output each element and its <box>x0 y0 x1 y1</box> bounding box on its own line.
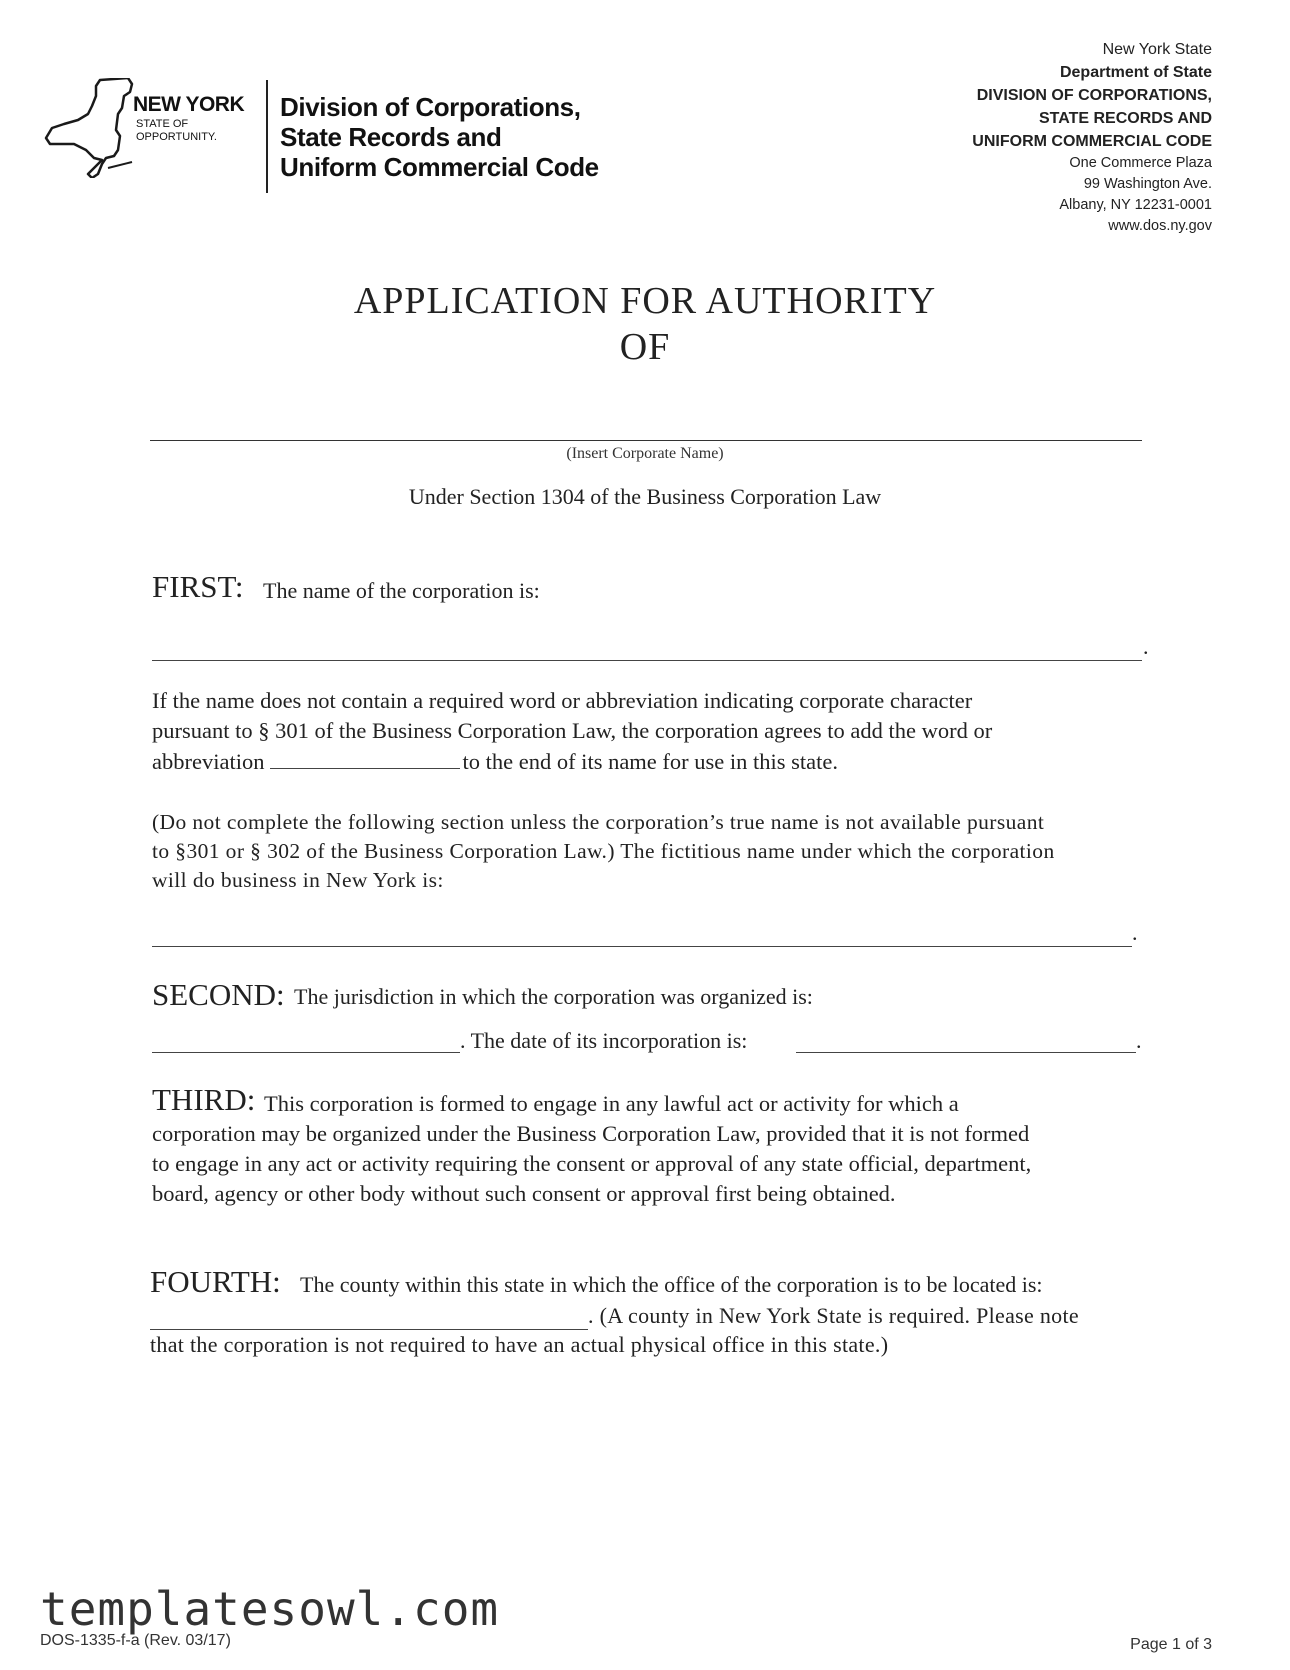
second-heading: SECOND: <box>152 977 285 1012</box>
under-section-text: Under Section 1304 of the Business Corporation Law <box>408 484 882 509</box>
page-number: Page 1 of 3 <box>1130 1636 1212 1653</box>
address-line-3: DIVISION OF CORPORATIONS, <box>976 87 1212 104</box>
division-line-1: Division of Corporations, <box>280 92 581 122</box>
corporate-name-hint: (Insert Corporate Name) <box>566 445 724 462</box>
first-paragraph-line-2: pursuant to § 301 of the Business Corporation Law, the corporation agrees to add the word or <box>152 718 993 743</box>
title-line-1: APPLICATION FOR AUTHORITY <box>353 280 937 322</box>
fourth-text: The county within this state in which the office of the corporation is to be located is: <box>300 1272 1043 1297</box>
third-line-1: This corporation is formed to engage in any lawful act or activity for which a <box>264 1091 959 1116</box>
division-line-2: State Records and <box>280 122 502 152</box>
fictitious-name-paragraph <box>152 808 1055 895</box>
third-paragraph <box>152 1089 1162 1209</box>
address-line-4: STATE RECORDS AND <box>1038 110 1212 127</box>
county-field[interactable] <box>150 1329 588 1330</box>
address-line-8: Albany, NY 12231-0001 <box>1059 197 1212 213</box>
fictitious-line-3: will do business in New York is: <box>152 868 444 892</box>
form-number: DOS-1335-f-a (Rev. 03/17) <box>40 1632 231 1649</box>
fourth-heading: FOURTH: <box>150 1264 281 1299</box>
logo-division-name <box>280 92 599 182</box>
first-paragraph-line-3: abbreviation to the end of its name for use in this state. <box>152 746 992 777</box>
third-line-3: to engage in any act or activity requiring the consent or approval of any state official, department, <box>152 1151 1032 1176</box>
logo-state-of: STATE OF <box>136 118 189 130</box>
department-address <box>972 38 1212 237</box>
logo-divider <box>266 80 268 193</box>
third-heading: THIRD: <box>152 1082 256 1117</box>
abbreviation-field[interactable] <box>270 746 460 769</box>
new-york-state-map-icon <box>44 78 134 178</box>
title-line-2: OF <box>619 326 671 368</box>
third-line-2: corporation may be organized under the Business Corporation Law, provided that it is not formed <box>152 1121 1030 1146</box>
third-line-4: board, agency or other body without such consent or approval first being obtained. <box>152 1181 896 1206</box>
logo-new-york: NEW YORK <box>133 93 245 116</box>
address-line-6: One Commerce Plaza <box>1069 155 1212 171</box>
fictitious-name-field[interactable] <box>152 946 1132 947</box>
division-line-3: Uniform Commercial Code <box>280 152 599 182</box>
jurisdiction-field[interactable] <box>152 1052 460 1053</box>
fictitious-period: . <box>1132 920 1138 945</box>
fourth-note-line-2: that the corporation is not required to have an actual physical office in this state.) <box>150 1332 889 1357</box>
address-website-link[interactable]: www.dos.ny.gov <box>1108 218 1212 234</box>
first-text: The name of the corporation is: <box>263 578 540 603</box>
first-heading: FIRST: <box>152 569 244 604</box>
page-title <box>0 278 1290 370</box>
first-paragraph <box>152 686 992 777</box>
address-line-7: 99 Washington Ave. <box>1083 176 1212 192</box>
watermark: templatesowl.com <box>40 1582 500 1636</box>
second-text: The jurisdiction in which the corporation was organized is: <box>294 984 813 1009</box>
fourth-note-line-1: . (A county in New York State is required. Please note <box>588 1303 1079 1328</box>
fictitious-line-1: (Do not complete the following section unless the corporation’s true name is not available pursuant <box>152 810 1045 834</box>
logo-opportunity: OPPORTUNITY. <box>136 131 217 143</box>
corporate-name-field[interactable] <box>150 440 1142 441</box>
first-period: . <box>1143 634 1149 659</box>
date-of-incorporation-label: . The date of its incorporation is: <box>460 1028 748 1053</box>
address-line-2: Department of State <box>1059 64 1212 81</box>
address-line-5: UNIFORM COMMERCIAL CODE <box>972 133 1212 150</box>
fictitious-line-2: to §301 or § 302 of the Business Corporation Law.) The fictitious name under which the corporation <box>152 839 1055 863</box>
first-paragraph-line-1: If the name does not contain a required word or abbreviation indicating corporate character <box>152 688 973 713</box>
date-of-incorporation-field[interactable] <box>796 1052 1136 1053</box>
address-line-1: New York State <box>1102 41 1212 58</box>
second-period: . <box>1136 1028 1142 1053</box>
corporation-name-field[interactable] <box>152 660 1142 661</box>
